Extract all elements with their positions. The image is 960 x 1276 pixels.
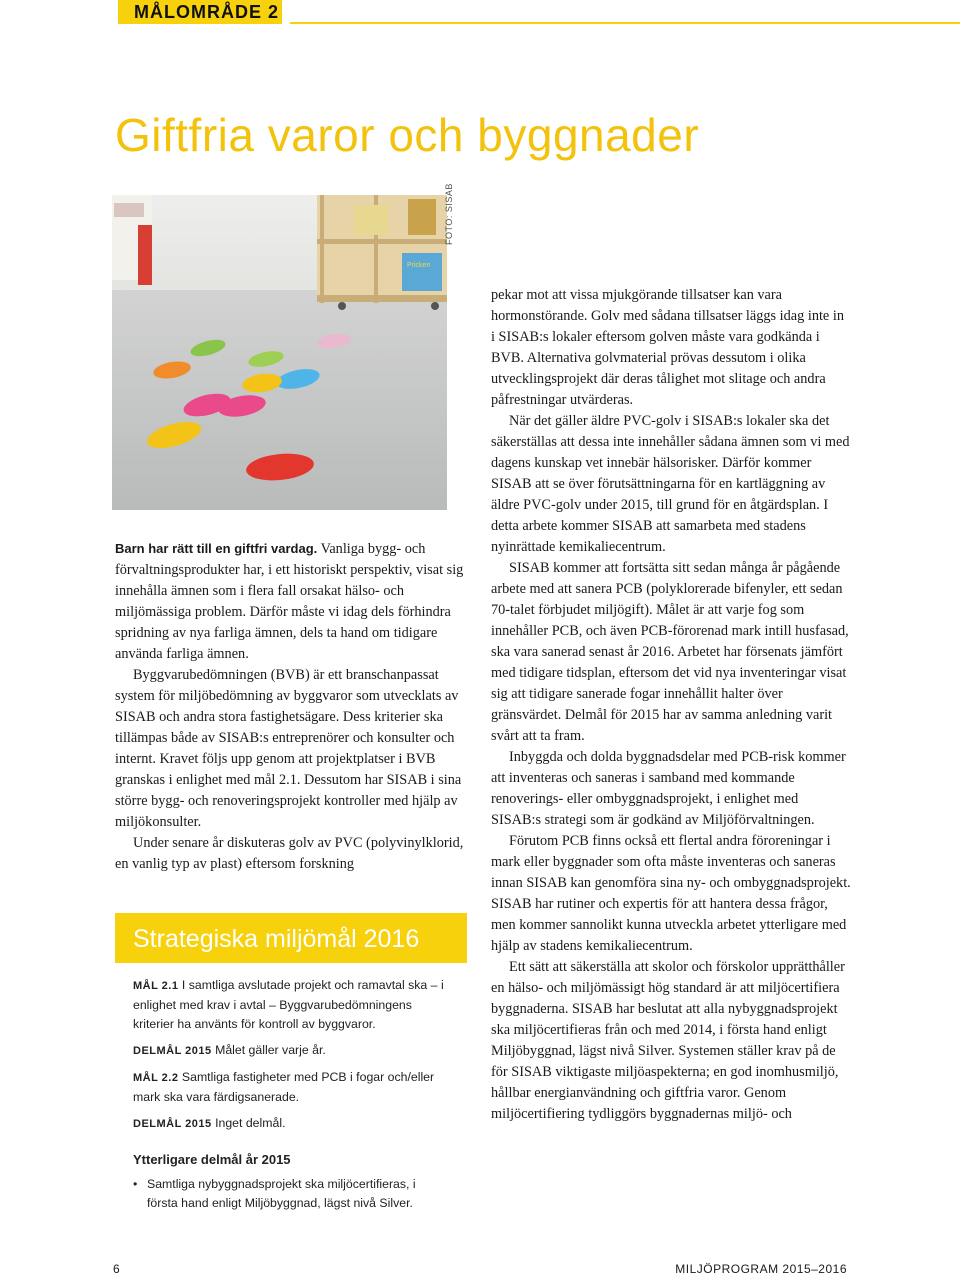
publication-name: MILJÖPROGRAM 2015–2016 [675, 1262, 847, 1276]
goals-box-title: Strategiska miljömål 2016 [133, 925, 420, 953]
subgoal-text: Målet gäller varje år. [211, 1043, 326, 1057]
lead-paragraph [115, 538, 465, 665]
extra-goals-heading: Ytterligare delmål år 2015 [133, 1152, 291, 1167]
bullet-item [133, 1175, 449, 1213]
body-paragraph: pekar mot att vissa mjukgörande tillsatser kan vara hormonstörande. Golv med sådana tillsatser läggs idag inte in i SISAB:s lokaler eftersom golven måste vara godkända i BVB. Alternativa golvmaterial prövas dessutom i olika utvecklingsprojekt där deras tålighet mot slitage och andra påfrestningar utvärderas. [491, 287, 844, 408]
goals-box-body [115, 963, 467, 1213]
floor-photo-illustration [112, 195, 447, 510]
subgoal-item [133, 1041, 449, 1061]
body-paragraph: Byggvarubedömningen (BVB) är ett branschanpassat system för miljöbedömning av byggvaror som utvecklats av SISAB och andra stora fastighetsägare. Dess kriterier ska tillämpas både av SISAB:s entreprenörer och konsulter och internt. Kravet följs upp genom att projektplatser i BVB granskas i enlighet med mål 2.1. Dessutom har SISAB i sina större bygg- och renoveringsprojekt kontroller med hjälp av miljökonsulter. [115, 667, 462, 830]
goal-label: MÅL 2.1 [133, 980, 179, 992]
body-paragraph: Ett sätt att säkerställa att skolor och förskolor upprätthåller en hälso- och miljömässigt hög standard är att miljöcertifiera byggnaderna. SISAB har beslutat att alla nybyggnadsprojekt ska miljöcertifieras från och med 2014, i första hand enligt Miljöbyggnad, lägst nivå Silver. Systemen ställer krav på de för SISAB viktigaste miljöaspekterna; en god inomhusmiljö, hållbar energianvändning och giftfria varor. Genom miljöcertifiering tydliggörs byggnadernas miljö- och [491, 959, 845, 1122]
left-column [115, 538, 465, 875]
page-number: 6 [113, 1262, 120, 1276]
goal-item [133, 1068, 449, 1107]
floor-photo [112, 195, 447, 510]
subgoal-item [133, 1114, 449, 1134]
lead-heading: Barn har rätt till en giftfri vardag. [115, 541, 318, 556]
page-title: Giftfria varor och byggnader [115, 109, 700, 161]
book-label: Pricken [407, 262, 431, 269]
goal-text: I samtliga avslutade projekt och ramavtal ska – i enlighet med krav i avtal – Byggvarubedömningens kriterier ha använts för kontroll av byggvaror. [133, 978, 444, 1031]
goal-label: MÅL 2.2 [133, 1072, 179, 1084]
body-paragraph: När det gäller äldre PVC-golv i SISAB:s lokaler ska det säkerställas att dessa inte innehåller sådana ämnen som vi med dagens kunskap vet innebär hälsorisker. Därför kommer SISAB att se över förutsättningarna för en kartläggning av äldre PVC-golv under 2015, till grund för en åtgärdsplan. I detta arbete kommer SISAB att samarbeta med stadens nyinrättade kemikaliecentrum. [491, 413, 850, 555]
goals-box-header [115, 913, 467, 963]
subgoal-text: Inget delmål. [211, 1116, 286, 1130]
section-tab-label: MÅLOMRÅDE 2 [134, 2, 279, 22]
section-tab [118, 0, 282, 24]
lead-text: Vanliga bygg- och förvaltningsprodukter har, i ett historiskt perspektiv, visat sig innehålla ämnen som i flera fall orsakat hälso- och miljömässiga problem. Därför måste vi idag dels förhindra spridning av nya farliga ämnen, dels ta hand om tidigare använda farliga ämnen. [115, 541, 464, 662]
photo-credit: FOTO: SISAB [444, 183, 454, 245]
header-rule [290, 22, 960, 24]
goal-item [133, 976, 449, 1034]
body-paragraph: SISAB kommer att fortsätta sitt sedan många år pågående arbete med att sanera PCB (polyklorerade bifenyler, ett sedan 70-talet förbjudet miljögift). Målet är att varje fog som innehåller PCB, och även PCB-förorenad mark intill husfasad, ska vara sanerad senast år 2016. Arbetet har försenats jämfört med tidigare tidsplan, eftersom det vid nya inventeringar visat sig att tidigare sanerade fogar innehållit halter över gränsvärdet. Delmål för 2015 har av samma anledning varit svårt att ta fram. [491, 560, 849, 744]
goals-box [115, 913, 467, 1223]
body-paragraph: Under senare år diskuteras golv av PVC (polyvinylklorid, en vanlig typ av plast) eftersom forskning [115, 835, 464, 872]
goal-text: Samtliga fastigheter med PCB i fogar och/eller mark ska vara färdigsanerade. [133, 1070, 435, 1104]
body-paragraph: Inbyggda och dolda byggnadsdelar med PCB-risk kommer att inventeras och saneras i samband med kommande renoverings- eller ombyggnadsprojekt, i enlighet med SISAB:s strategi som är godkänd av Miljöförvaltningen. [491, 749, 846, 828]
subgoal-label: DELMÅL 2015 [133, 1045, 212, 1057]
right-column [491, 285, 851, 1125]
bullet-icon: • [133, 1177, 138, 1191]
subgoal-label: DELMÅL 2015 [133, 1118, 212, 1130]
body-paragraph: Förutom PCB finns också ett flertal andra föroreningar i mark eller byggnader som ofta måste inventeras och saneras innan SISAB kan genomföra sina ny- och ombyggnadsprojekt. SISAB har rutiner och expertis för att hantera dessa frågor, men kommer sannolikt kunna utveckla arbetet ytterligare med hjälp av stadens kemikaliecentrum. [491, 833, 851, 954]
bullet-text: Samtliga nybyggnadsprojekt ska miljöcertifieras, i första hand enligt Miljöbyggnad, lägst nivå Silver. [147, 1177, 416, 1210]
